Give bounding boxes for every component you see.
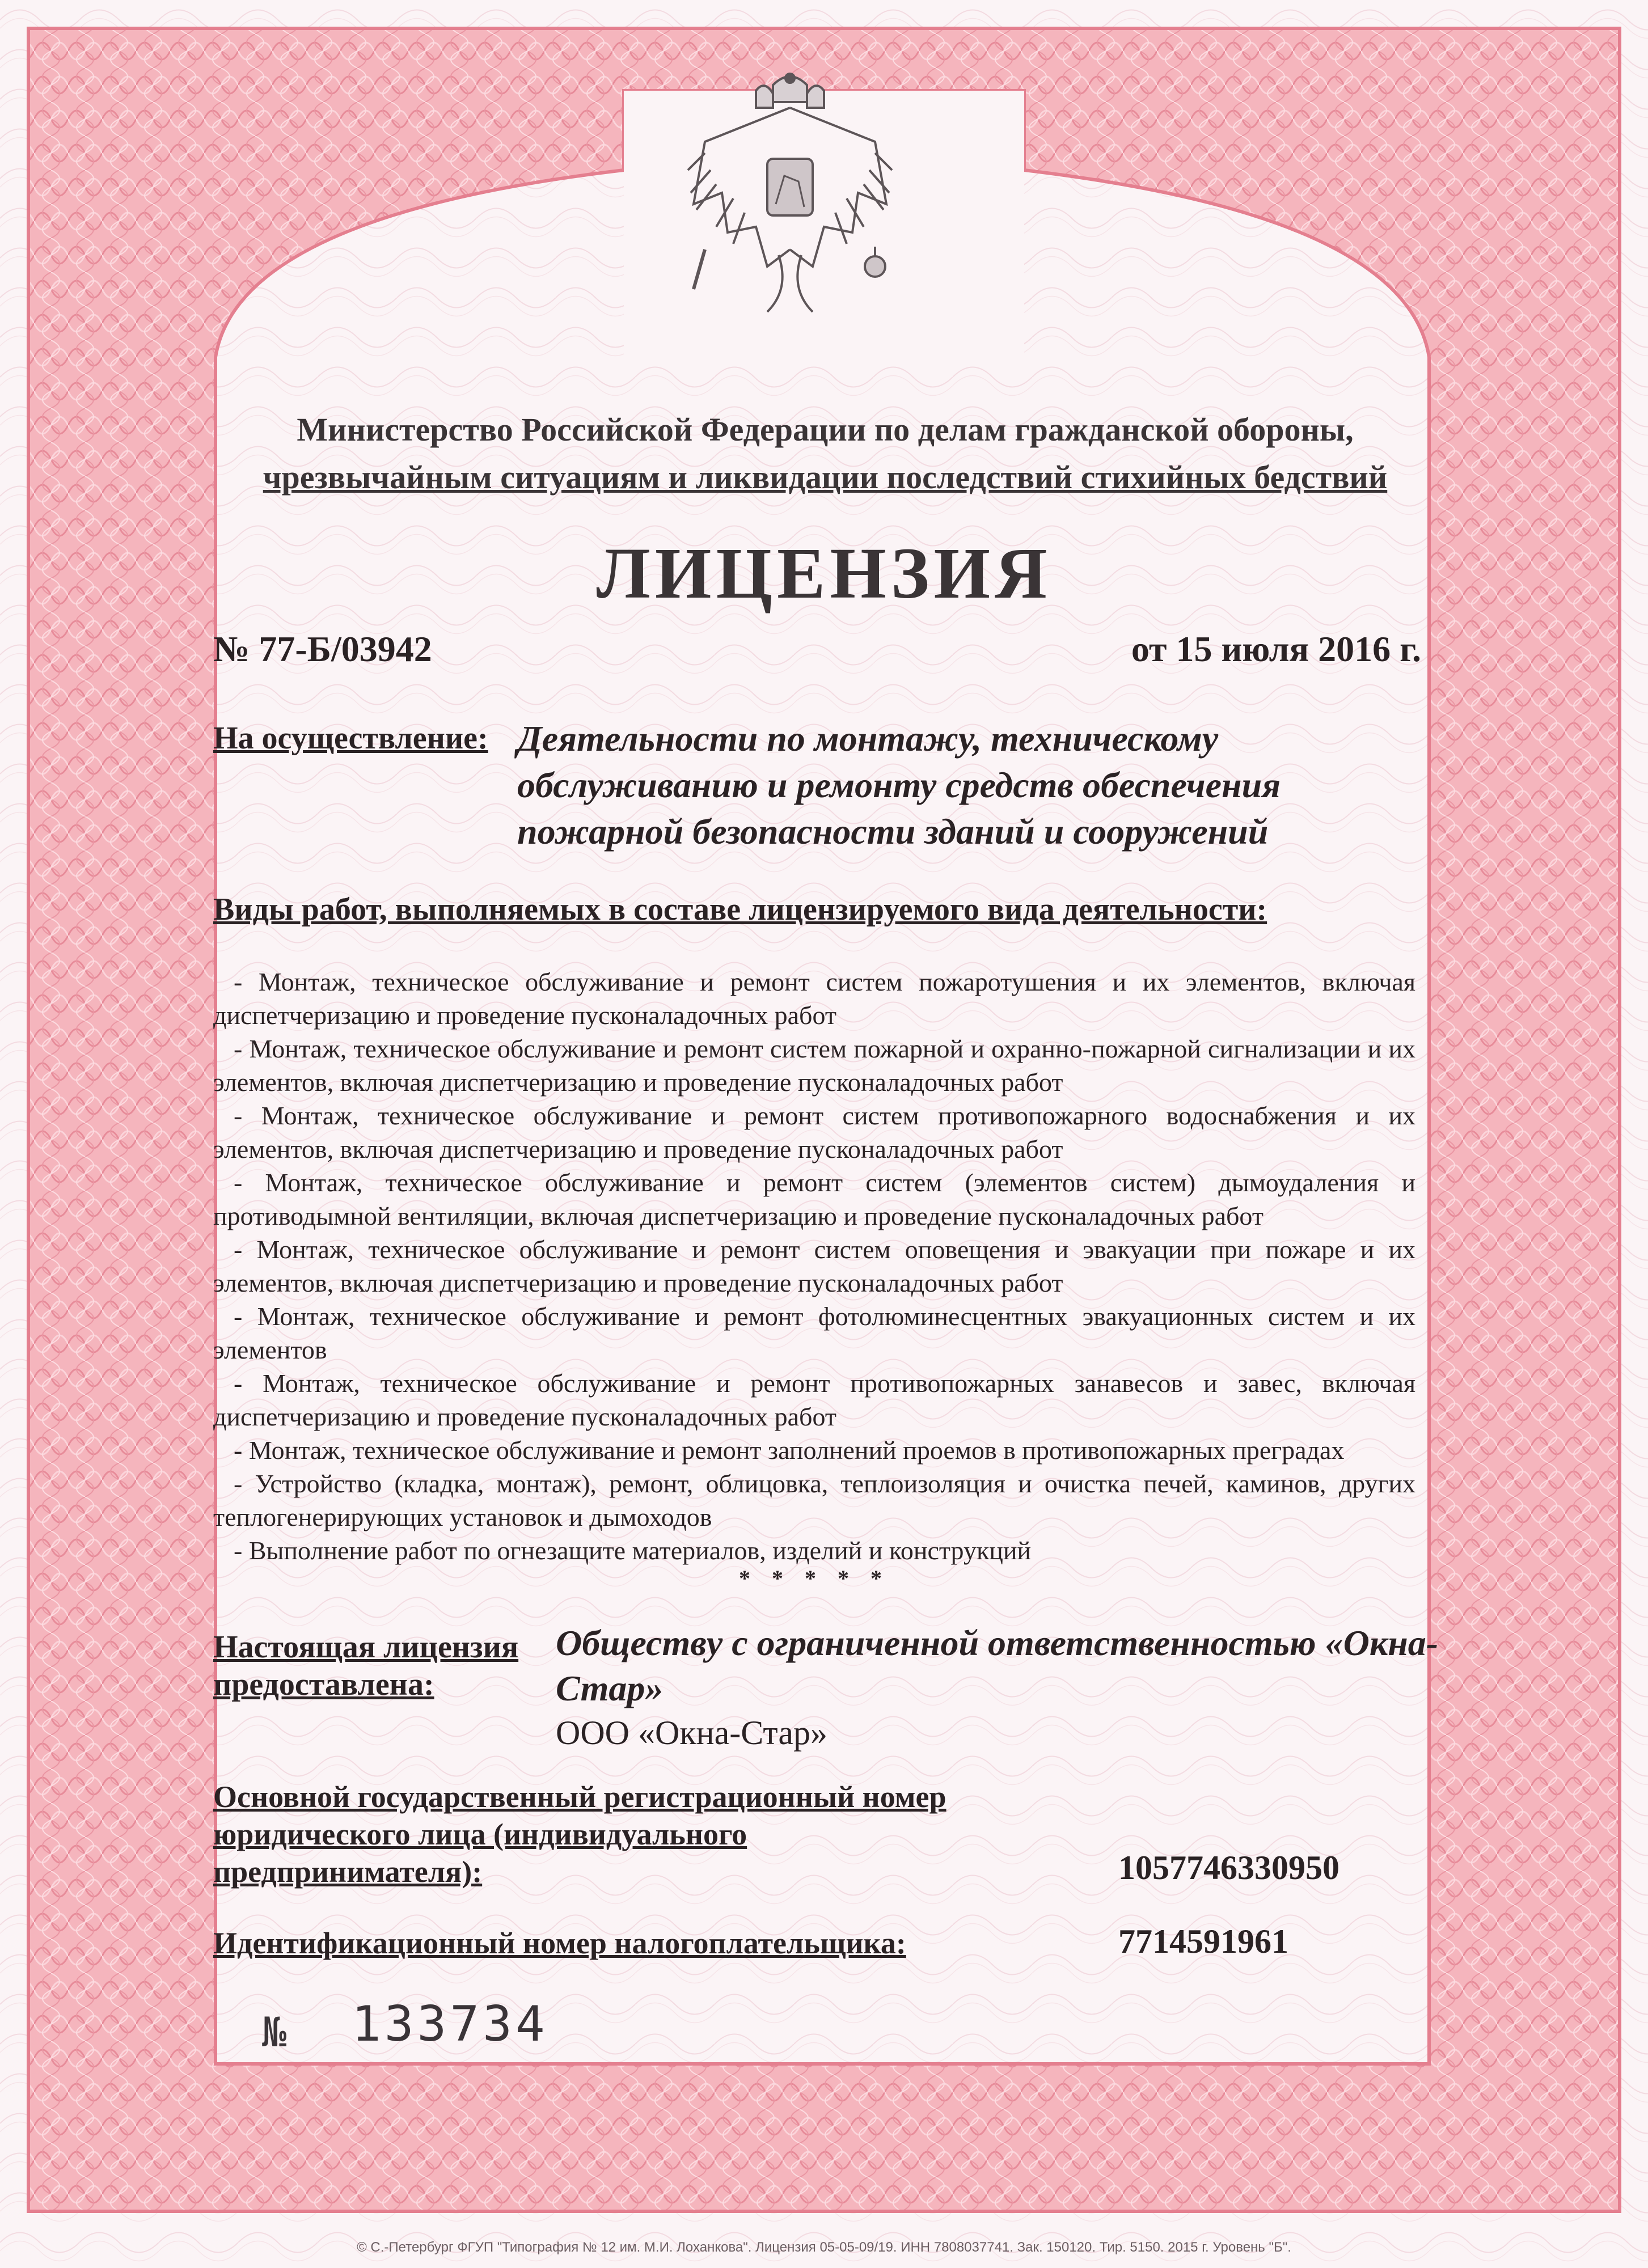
license-date: от 15 июля 2016 г.	[1131, 629, 1421, 669]
work-item: - Устройство (кладка, монтаж), ремонт, облицовка, теплоизоляция и очистка печей, каминов, других теплогенерирующих установок и дымоходов	[213, 1469, 1415, 1531]
work-item: - Монтаж, техническое обслуживание и ремонт заполнений проемов в противопожарных преградах	[234, 1436, 1345, 1465]
work-item: - Выполнение работ по огнезащите материалов, изделий и конструкций	[234, 1536, 1032, 1565]
works-heading: Виды работ, выполняемых в составе лицензируемого вида деятельности:	[213, 892, 1267, 927]
license-number: № 77-Б/03942	[213, 629, 432, 669]
inn-label: Идентификационный номер налогоплательщика:	[213, 1926, 906, 1960]
inn-value: 7714591961	[1118, 1923, 1288, 1960]
serial-number-sign: №	[262, 2008, 287, 2056]
work-item: - Монтаж, техническое обслуживание и ремонт противопожарных занавесов и завес, включая диспетчеризацию и проведение пусконаладочных работ	[213, 1369, 1415, 1431]
purpose-value: Деятельности по монтажу, техническому обслуживанию и ремонту средств обеспечения пожарной безопасности зданий и сооружений	[517, 718, 1281, 852]
granted-short-name: ООО «Окна-Стар»	[556, 1714, 828, 1751]
work-item: - Монтаж, техническое обслуживание и ремонт фотолюминесцентных эвакуационных систем и их элементов	[213, 1302, 1415, 1364]
work-item: - Монтаж, техническое обслуживание и ремонт систем пожарной и охранно-пожарной сигнализации и их элементов, включая диспетчеризацию и проведение пусконаладочных работ	[213, 1034, 1415, 1097]
work-item: - Монтаж, техническое обслуживание и ремонт систем (элементов систем) дымоудаления и противодымной вентиляции, включая диспетчеризацию и проведение пусконаладочных работ	[213, 1168, 1415, 1230]
work-item: - Монтаж, техническое обслуживание и ремонт систем противопожарного водоснабжения и их элементов, включая диспетчеризацию и проведение пусконаладочных работ	[213, 1101, 1415, 1163]
ministry-line-1: Министерство Российской Федерации по делам гражданской обороны,	[297, 411, 1354, 448]
granted-label: Настоящая лицензия предоставлена:	[213, 1630, 519, 1702]
granted-value: Обществу с ограниченной ответственностью «Окна-Стар»	[556, 1623, 1439, 1708]
ministry-line-2: чрезвычайным ситуациям и ликвидации последствий стихийных бедствий	[263, 459, 1388, 496]
coat-of-arms-icon	[671, 62, 909, 329]
document-title: ЛИЦЕНЗИЯ	[596, 533, 1052, 613]
separator-stars: * * * * *	[739, 1565, 890, 1591]
printer-footer: © С.-Петербург ФГУП "Типография № 12 им. М.И. Лоханкова". Лицензия 05-05-09/19. ИНН 7808037741. Зак. 150120. Тир. 5150. 2015 г. Уровень "Б".	[357, 2240, 1291, 2255]
ogrn-value: 1057746330950	[1118, 1849, 1339, 1886]
purpose-label: На осуществление:	[213, 721, 488, 756]
work-item: - Монтаж, техническое обслуживание и ремонт систем оповещения и эвакуации при пожаре и их элементов, включая диспетчеризацию и проведение пусконаладочных работ	[213, 1235, 1415, 1297]
ogrn-label: Основной государственный регистрационный номер юридического лица (индивидуального предпринимателя):	[213, 1780, 946, 1889]
works-list	[213, 965, 1415, 1590]
work-item: - Монтаж, техническое обслуживание и ремонт систем пожаротушения и их элементов, включая диспетчеризацию и проведение пусконаладочных работ	[213, 967, 1415, 1030]
serial-number: 133734	[352, 1996, 548, 2053]
ministry-name	[215, 406, 1435, 501]
